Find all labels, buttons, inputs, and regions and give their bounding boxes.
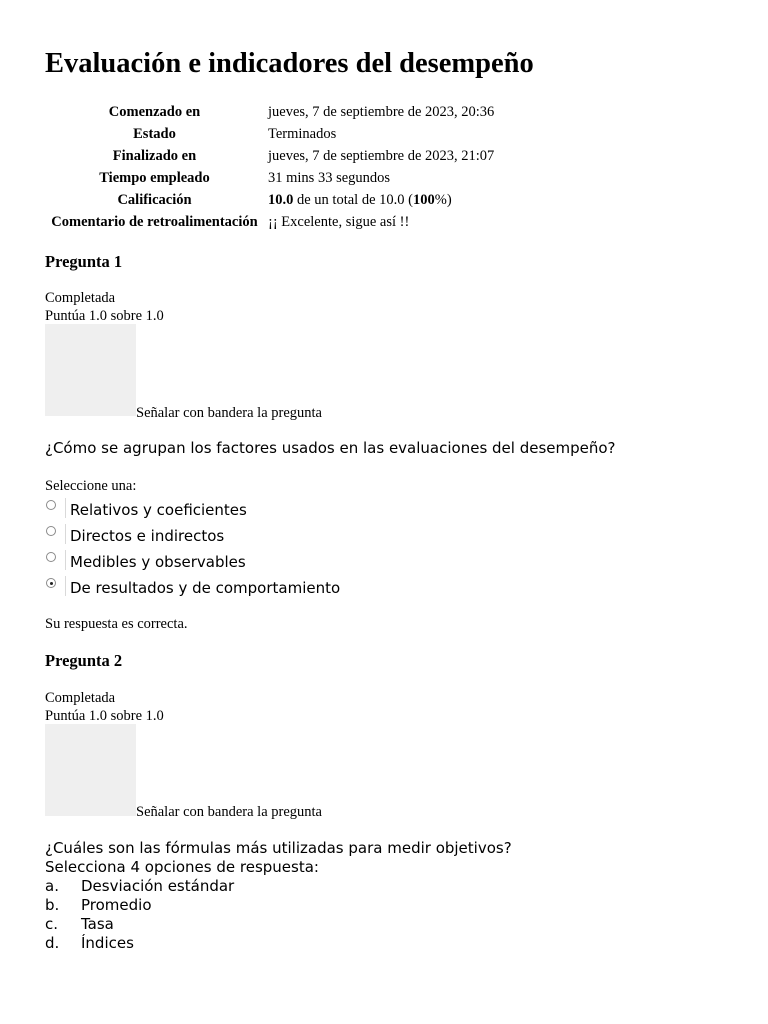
- question-1-heading: Pregunta 1: [45, 252, 123, 271]
- list-item-letter: a.: [45, 877, 59, 895]
- page-title: Evaluación e indicadores del desempeño: [45, 48, 534, 79]
- summary-value: 31 mins 33 segundos: [268, 170, 391, 186]
- answer-option-label[interactable]: De resultados y de comportamiento: [70, 579, 341, 597]
- answer-option-label[interactable]: Medibles y observables: [70, 553, 246, 571]
- summary-row-grade: [45, 189, 494, 211]
- list-item-label: Desviación estándar: [81, 877, 235, 895]
- summary-row-started: [45, 101, 494, 123]
- grade-percent: 100: [412, 192, 435, 208]
- attempt-summary-table: [45, 101, 494, 233]
- grade-score: 10.0: [268, 192, 294, 208]
- summary-label: Estado: [133, 126, 176, 142]
- summary-value: ¡¡ Excelente, sigue así !!: [268, 214, 410, 230]
- summary-row-time-taken: [45, 167, 494, 189]
- summary-label: Comenzado en: [108, 104, 201, 120]
- question-2-text: [45, 839, 512, 953]
- summary-label: Finalizado en: [112, 148, 197, 164]
- summary-value: jueves, 7 de septiembre de 2023, 21:07: [268, 148, 495, 164]
- question-1-score: Puntúa 1.0 sobre 1.0: [45, 308, 164, 324]
- flag-icon[interactable]: [45, 324, 136, 416]
- question-2-heading: Pregunta 2: [45, 651, 123, 670]
- list-item-letter: c.: [45, 915, 59, 933]
- question-2-score: Puntúa 1.0 sobre 1.0: [45, 708, 164, 724]
- answer-option-label[interactable]: Directos e indirectos: [70, 527, 225, 545]
- list-item-label: Promedio: [81, 896, 152, 914]
- radio-button[interactable]: [46, 552, 56, 562]
- question-2-instruction: Selecciona 4 opciones de respuesta:: [45, 858, 319, 876]
- question-2-prompt: ¿Cuáles son las fórmulas más utilizadas para medir objetivos?: [45, 839, 512, 857]
- radio-button-selected[interactable]: [46, 578, 56, 588]
- list-item: [45, 896, 512, 915]
- question-2-state: Completada: [45, 690, 116, 706]
- summary-row-state: [45, 123, 494, 145]
- list-item-letter: b.: [45, 896, 60, 914]
- list-item: [45, 877, 512, 896]
- list-item: [45, 915, 512, 934]
- radio-button[interactable]: [46, 500, 56, 510]
- flag-question-2-link[interactable]: Señalar con bandera la pregunta: [136, 804, 322, 820]
- summary-value: [268, 189, 494, 211]
- list-item-label: Tasa: [81, 915, 114, 933]
- list-item-letter: d.: [45, 934, 60, 952]
- summary-value: jueves, 7 de septiembre de 2023, 20:36: [268, 104, 495, 120]
- question-1-select-label: Seleccione una:: [45, 478, 137, 494]
- flag-question-1-link[interactable]: Señalar con bandera la pregunta: [136, 405, 322, 421]
- summary-label: Calificación: [117, 192, 192, 208]
- summary-label: Comentario de retroalimentación: [51, 214, 258, 230]
- summary-label: Tiempo empleado: [99, 170, 210, 186]
- flag-icon[interactable]: [45, 724, 136, 816]
- summary-value: Terminados: [268, 126, 337, 142]
- summary-row-finished: [45, 145, 494, 167]
- summary-row-feedback: [45, 211, 494, 233]
- list-item: [45, 934, 512, 953]
- radio-button[interactable]: [46, 526, 56, 536]
- grade-total: de un total de 10.0 (: [293, 192, 413, 208]
- list-item-label: Índices: [81, 934, 134, 952]
- question-1-state: Completada: [45, 290, 116, 306]
- question-1-text: ¿Cómo se agrupan los factores usados en las evaluaciones del desempeño?: [45, 439, 616, 457]
- question-1-feedback: Su respuesta es correcta.: [45, 616, 188, 632]
- grade-percent-suffix: %): [434, 192, 452, 208]
- answer-option-label[interactable]: Relativos y coeficientes: [70, 501, 247, 519]
